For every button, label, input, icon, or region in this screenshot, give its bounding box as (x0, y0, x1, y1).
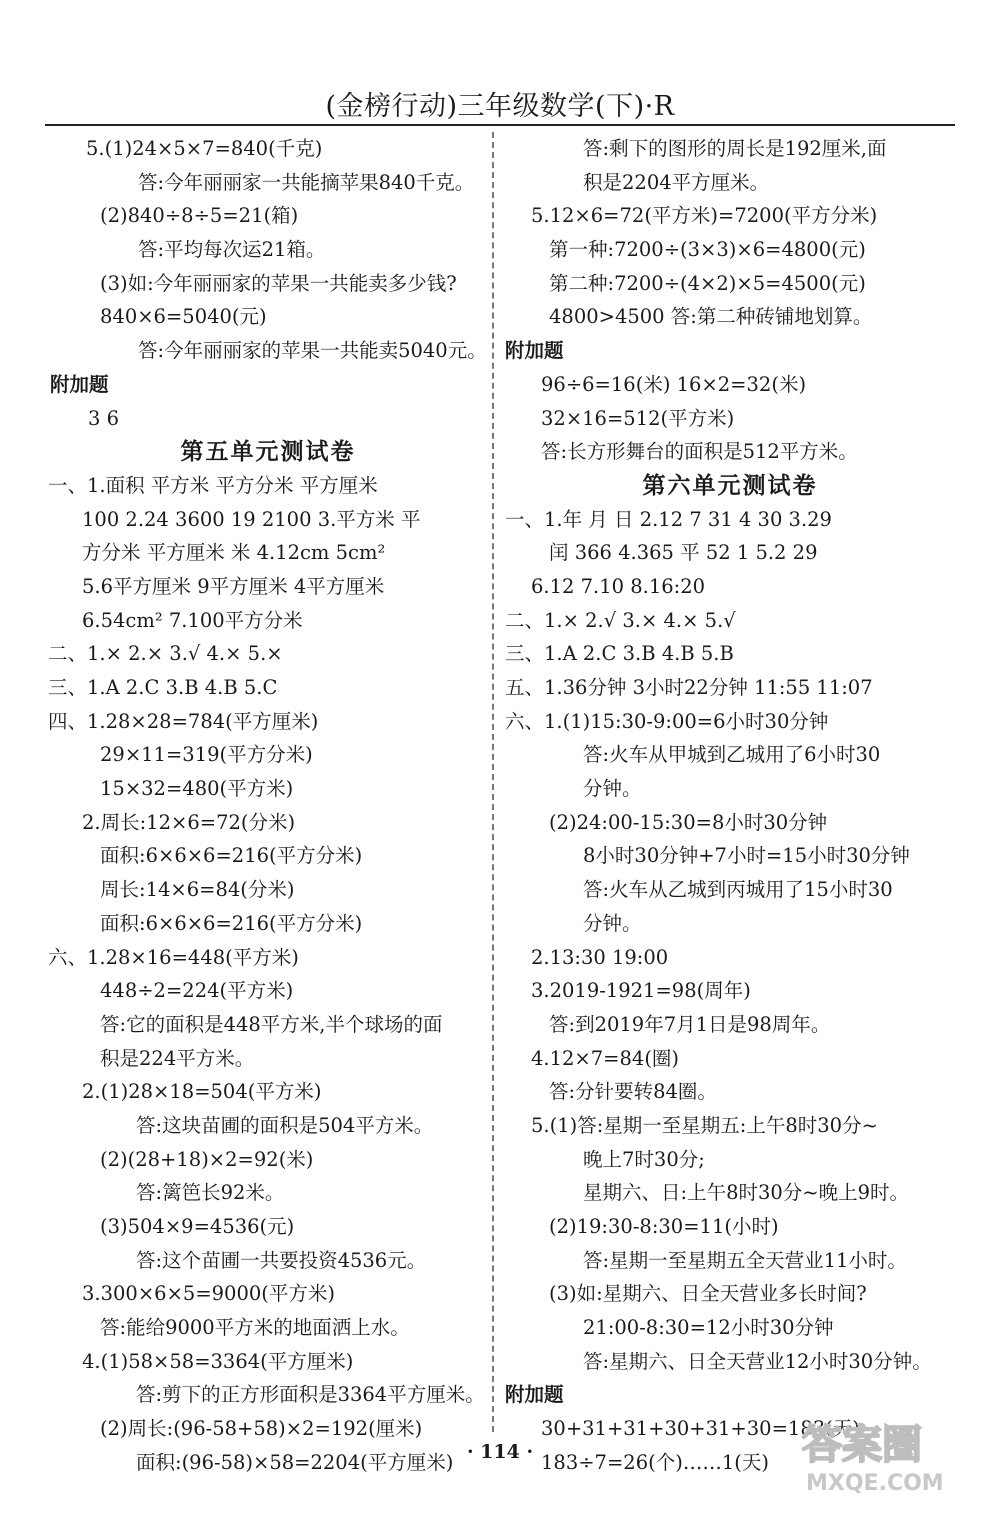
answer-line: 晚上7时30分; (583, 1147, 705, 1171)
answer-line: 21:00-8:30=12小时30分钟 (583, 1316, 834, 1340)
answer-line: 答:星期一至星期五全天营业11小时。 (583, 1248, 907, 1272)
answer-line: 分钟。 (583, 777, 642, 801)
subsection-heading: 附加题 (505, 339, 564, 363)
column-divider (492, 132, 494, 1432)
answer-line: 5.(1)24×5×7=840(千克) (86, 137, 323, 160)
answer-line: (3)如:今年丽丽家的苹果一共能卖多少钱? (100, 271, 457, 295)
answer-line: 15×32=480(平方米) (100, 777, 294, 801)
answer-line: 183÷7=26(个)……1(天) (541, 1450, 769, 1474)
answer-line: 三、1.A 2.C 3.B 4.B 5.B (505, 642, 734, 666)
answer-line: 答:能给9000平方米的地面洒上水。 (100, 1316, 410, 1340)
answer-line: 面积:(96-58)×58=2204(平方厘米) (136, 1450, 454, 1474)
left-column (48, 132, 488, 1480)
answer-line: 6.54cm² 7.100平方分米 (82, 608, 303, 632)
answer-line: (2)周长:(96-58+58)×2=192(厘米) (100, 1417, 423, 1441)
answer-line: 4.12×7=84(圈) (531, 1046, 680, 1070)
page-header: (金榜行动)三年级数学(下)·R (325, 91, 675, 122)
answer-line: 3.300×6×5=9000(平方米) (82, 1282, 335, 1306)
answer-line: 5.12×6=72(平方米)=7200(平方分米) (531, 204, 878, 228)
answer-line: 一、1.年 月 日 2.12 7 31 4 30 3.29 (505, 507, 832, 531)
answer-line: 闰 366 4.365 平 52 1 5.2 29 (549, 541, 818, 565)
answer-line: 840×6=5040(元) (100, 305, 267, 329)
section-title: 第六单元测试卷 (642, 471, 818, 499)
answer-line: 答:长方形舞台的面积是512平方米。 (541, 440, 858, 464)
answer-line: 答:分针要转84圈。 (549, 1080, 717, 1104)
answer-line: 四、1.28×28=784(平方厘米) (48, 709, 319, 733)
answer-line: 448÷2=224(平方米) (100, 979, 294, 1003)
header-rule (45, 124, 955, 126)
subsection-heading: 附加题 (50, 372, 109, 396)
answer-line: 6.12 7.10 8.16:20 (531, 574, 706, 598)
section-title: 第五单元测试卷 (180, 438, 356, 466)
answer-line: (2)24:00-15:30=8小时30分钟 (549, 810, 828, 834)
answer-line: 答:火车从乙城到丙城用了15小时30 (583, 878, 893, 902)
answer-line: 答:剩下的图形的周长是192厘米,面 (583, 137, 887, 160)
answer-line: 5.6平方厘米 9平方厘米 4平方厘米 (82, 574, 385, 598)
answer-line: 周长:14×6=84(分米) (100, 878, 295, 902)
subsection-heading: 附加题 (505, 1383, 564, 1407)
answer-line: (3)如:星期六、日全天营业多长时间? (549, 1282, 867, 1306)
answer-line: 答:这个苗圃一共要投资4536元。 (136, 1248, 427, 1272)
answer-line: 一、1.面积 平方米 平方分米 平方厘米 (48, 473, 378, 497)
answer-line: 分钟。 (583, 911, 642, 935)
answer-line: 答:今年丽丽家的苹果一共能卖5040元。 (138, 339, 487, 363)
answer-line: 五、1.36分钟 3小时22分钟 11:55 11:07 (505, 676, 873, 699)
answer-line: 答:火车从甲城到乙城用了6小时30 (583, 743, 881, 767)
answer-line: 30+31+31+30+31+30=183(天) (541, 1417, 860, 1441)
page-number: · 114 · (466, 1441, 534, 1463)
answer-line: 星期六、日:上午8时30分~晚上9时。 (583, 1181, 910, 1205)
answer-line: 96÷6=16(米) 16×2=32(米) (541, 372, 807, 396)
answer-line: 3 6 (88, 406, 120, 430)
answer-line: 三、1.A 2.C 3.B 4.B 5.C (48, 676, 278, 699)
answer-line: (2)(28+18)×2=92(米) (100, 1147, 314, 1171)
answer-line: 答:这块苗圃的面积是504平方米。 (136, 1113, 434, 1137)
answer-line: 答:它的面积是448平方米,半个球场的面 (100, 1012, 443, 1036)
answer-line: 2.13:30 19:00 (531, 945, 669, 969)
answer-line: 答:到2019年7月1日是98周年。 (549, 1012, 831, 1036)
answer-line: 第一种:7200÷(3×3)×6=4800(元) (549, 238, 866, 262)
watermark-site: MXQE.COM (806, 1471, 944, 1496)
watermark-main: 答案圈 (802, 1422, 922, 1468)
answer-line: 答:篱笆长92米。 (136, 1181, 285, 1205)
answer-line: 3.2019-1921=98(周年) (531, 979, 751, 1003)
answer-line: 方分米 平方厘米 米 4.12cm 5cm² (82, 541, 386, 565)
answer-line: 8小时30分钟+7小时=15小时30分钟 (583, 844, 910, 868)
answer-line: 2.(1)28×18=504(平方米) (82, 1080, 322, 1104)
answer-line: 积是2204平方厘米。 (583, 170, 770, 194)
answer-line: 答:平均每次运21箱。 (138, 238, 326, 262)
answer-line: 100 2.24 3600 19 2100 3.平方米 平 (82, 507, 421, 531)
answer-line: 面积:6×6×6=216(平方分米) (100, 911, 363, 935)
answer-line: 答:星期六、日全天营业12小时30分钟。 (583, 1349, 932, 1373)
answer-line: 六、1.28×16=448(平方米) (48, 945, 299, 969)
answer-line: 4800>4500 答:第二种砖铺地划算。 (549, 305, 873, 329)
answer-line: 32×16=512(平方米) (541, 406, 735, 430)
answer-line: 29×11=319(平方分米) (100, 743, 313, 767)
answer-line: 4.(1)58×58=3364(平方厘米) (82, 1349, 354, 1373)
watermark-logo (782, 1410, 982, 1500)
answer-line: 二、1.× 2.√ 3.× 4.× 5.√ (505, 608, 736, 632)
answer-line: 2.周长:12×6=72(分米) (82, 810, 296, 834)
answer-line: 第二种:7200÷(4×2)×5=4500(元) (549, 271, 866, 295)
answer-line: 5.(1)答:星期一至星期五:上午8时30分~ (531, 1113, 878, 1137)
answer-line: 六、1.(1)15:30-9:00=6小时30分钟 (505, 709, 829, 733)
answer-line: (2)840÷8÷5=21(箱) (100, 204, 299, 228)
answer-line: (3)504×9=4536(元) (100, 1215, 295, 1238)
answer-line: 答:剪下的正方形面积是3364平方厘米。 (136, 1383, 485, 1407)
right-column (505, 132, 955, 1480)
answer-line: 积是224平方米。 (100, 1046, 255, 1070)
answer-line: 答:今年丽丽家一共能摘苹果840千克。 (138, 170, 475, 194)
answer-line: (2)19:30-8:30=11(小时) (549, 1215, 779, 1238)
answer-line: 二、1.× 2.× 3.√ 4.× 5.× (48, 642, 283, 666)
answer-line: 面积:6×6×6=216(平方分米) (100, 844, 363, 868)
